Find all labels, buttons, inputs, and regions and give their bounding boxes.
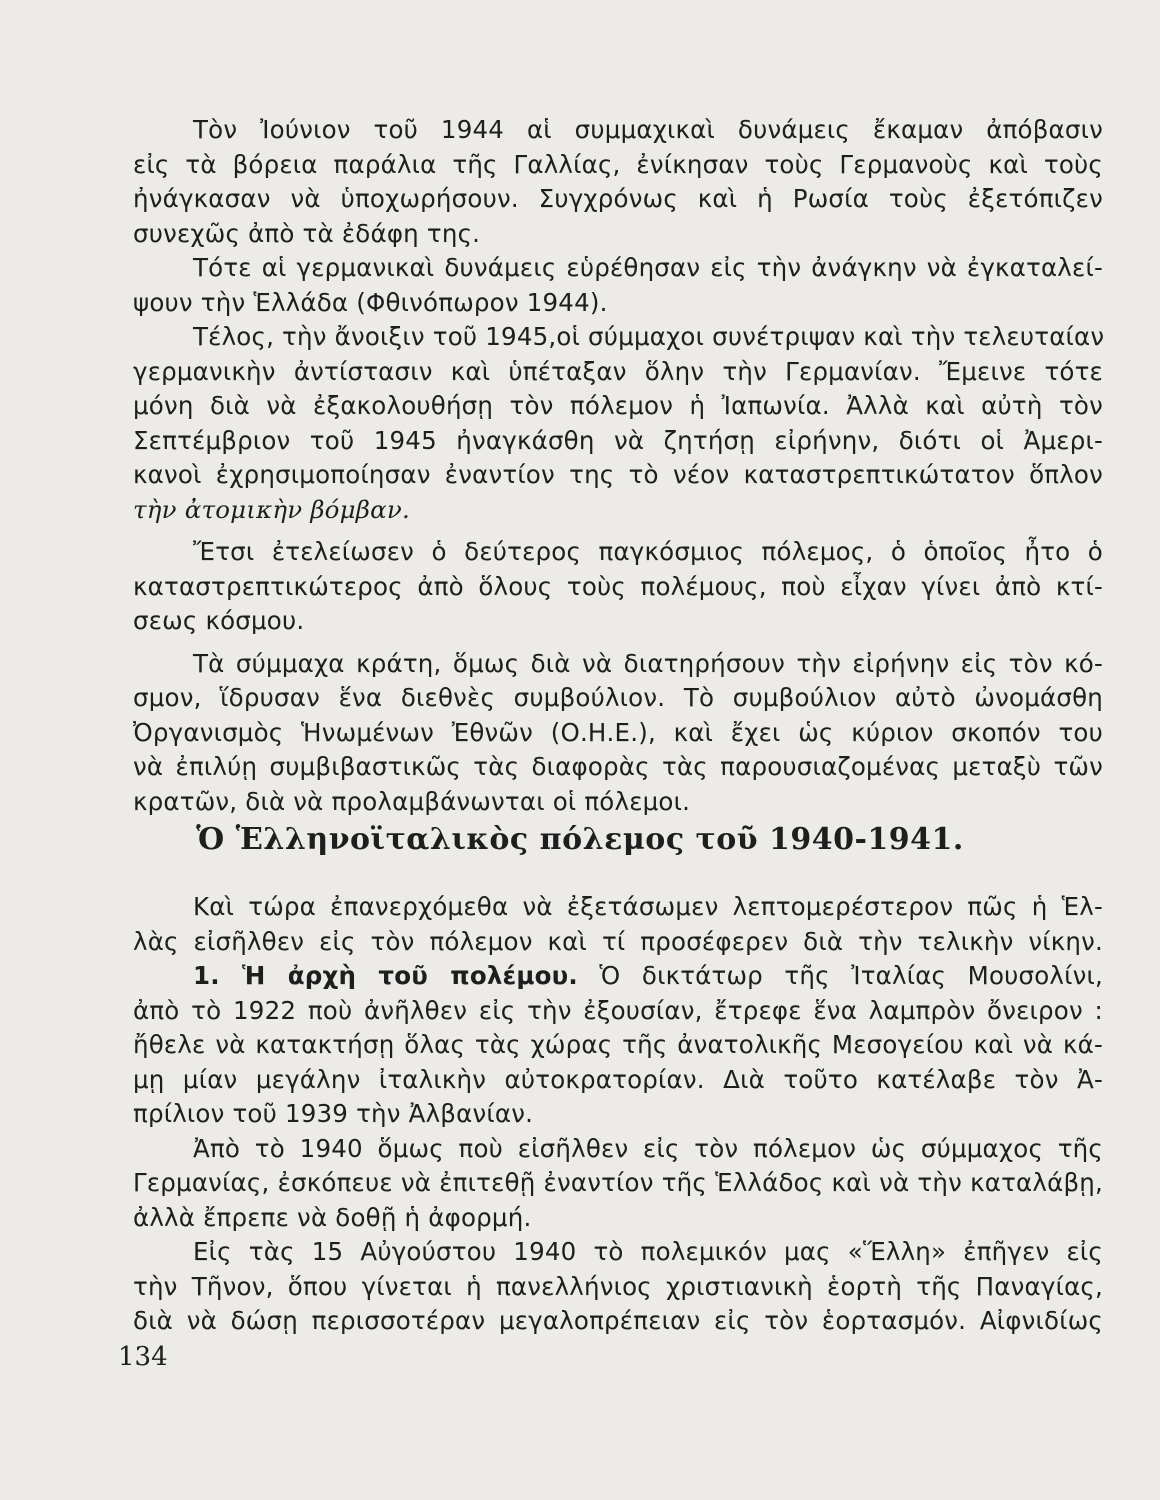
text-line: μῃ μίαν μεγάλην ἰταλικὴν αὐτοκρατορίαν. Διὰ τοῦτο κατέλαβε τὸν Ἀ- bbox=[133, 1064, 1103, 1094]
text-line: ἤθελε νὰ κατακτήσῃ ὅλας τὰς χώρας τῆς ἀνατολικῆς Μεσογείου καὶ νὰ κά- bbox=[133, 1030, 1103, 1059]
text-line: λὰς εἰσῆλθεν εἰς τὸν πόλεμον καὶ τί προσέφερεν διὰ τὴν τελικὴν νίκην. bbox=[133, 926, 1103, 956]
text-line: Τὰ σύμμαχα κράτη, ὅμως διὰ νὰ διατηρήσουν τὴν εἰρήνην εἰς τὸν κό- bbox=[193, 648, 1103, 678]
text-line: Γερμανίας, ἐσκόπευε νὰ ἐπιτεθῇ ἐναντίον τῆς Ἑλλάδος καὶ νὰ τὴν καταλάβῃ, bbox=[133, 1168, 1103, 1197]
text-line: Σεπτέμβριον τοῦ 1945 ἠναγκάσθη νὰ ζητήσῃ εἰρήνην, διότι οἱ Ἀμερι- bbox=[133, 425, 1103, 455]
page-number: 134 bbox=[118, 1342, 168, 1372]
text-line: Ἀπὸ τὸ 1940 ὅμως ποὺ εἰσῆλθεν εἰς τὸν πόλεμον ὡς σύμμαχος τῆς bbox=[193, 1133, 1103, 1163]
section-heading: Ὁ Ἑλληνοϊταλικὸς πόλεμος τοῦ 1940-1941. bbox=[196, 822, 964, 857]
text-line: κανοὶ ἐχρησιμοποίησαν ἐναντίον της τὸ νέον καταστρεπτικώτατον ὅπλον bbox=[133, 460, 1103, 489]
text-line: συνεχῶς ἀπὸ τὰ ἐδάφη της. bbox=[133, 218, 481, 248]
text-block-top bbox=[133, 113, 1103, 819]
text-line: Τέλος, τὴν ἄνοιξιν τοῦ 1945,οἱ σύμμαχοι συνέτριψαν καὶ τὴν τελευταίαν bbox=[193, 322, 1105, 351]
text-line-rest: Ὁ δικτάτωρ τῆς Ἰταλίας Μουσολίνι, bbox=[599, 961, 1103, 990]
text-line: ἠνάγκασαν νὰ ὑποχωρήσουν. Συγχρόνως καὶ ἡ Ρωσία τοὺς ἐξετόπιζεν bbox=[133, 184, 1103, 213]
text-line: ἀπὸ τὸ 1922 ποὺ ἀνῆλθεν εἰς τὴν ἐξουσίαν, ἔτρεφε ἕνα λαμπρὸν ὄνειρον : bbox=[133, 995, 1103, 1025]
text-block-bottom bbox=[133, 890, 1103, 1339]
text-line: ψουν τὴν Ἑλλάδα (Φθινόπωρον 1944). bbox=[133, 287, 608, 317]
text-line: καταστρεπτικώτερος ἀπὸ ὅλους τοὺς πολέμους, ποὺ εἶχαν γίνει ἀπὸ κτί- bbox=[133, 571, 1103, 601]
text-line: Εἰς τὰς 15 Αὐγούστου 1940 τὸ πολεμικόν μας «Ἕλλη» ἐπῆγεν εἰς bbox=[193, 1237, 1103, 1266]
text-line: διὰ νὰ δώσῃ περισσοτέραν μεγαλοπρέπειαν εἰς τὸν ἑορτασμόν. Αἰφνιδίως bbox=[133, 1306, 1103, 1335]
text-line: μόνη διὰ νὰ ἐξακολουθήσῃ τὸν πόλεμον ἡ Ἰαπωνία. Ἀλλὰ καὶ αὐτὴ τὸν bbox=[133, 391, 1103, 420]
text-line: Καὶ τώρα ἐπανερχόμεθα νὰ ἐξετάσωμεν λεπτομερέστερον πῶς ἡ Ἑλ- bbox=[193, 892, 1103, 921]
text-line: σμον, ἵδρυσαν ἕνα διεθνὲς συμβούλιον. Τὸ συμβούλιον αὐτὸ ὠνομάσθη bbox=[133, 683, 1103, 712]
text-line: γερμανικὴν ἀντίστασιν καὶ ὑπέταξαν ὅλην τὴν Γερμανίαν. Ἔμεινε τότε bbox=[133, 356, 1103, 386]
text-line: νὰ ἐπιλύῃ συμβιβαστικῶς τὰς διαφορὰς τὰς παρουσιαζομένας μεταξὺ τῶν bbox=[133, 752, 1103, 781]
text-line: κρατῶν, διὰ νὰ προλαμβάνωνται οἱ πόλεμοι. bbox=[133, 786, 691, 816]
text-line bbox=[133, 959, 1103, 994]
text-line: Τότε αἱ γερμανικαὶ δυνάμεις εὑρέθησαν εἰς τὴν ἀνάγκην νὰ ἐγκαταλεί- bbox=[193, 253, 1103, 282]
text-line: πρίλιον τοῦ 1939 τὴν Ἀλβανίαν. bbox=[133, 1099, 534, 1128]
text-line: Ὀργανισμὸς Ἡνωμένων Ἐθνῶν (Ο.Η.Ε.), καὶ ἔχει ὡς κύριον σκοπόν του bbox=[133, 717, 1103, 747]
text-line: τὴν Τῆνον, ὅπου γίνεται ἡ πανελλήνιος χριστιανικὴ ἑορτὴ τῆς Παναγίας, bbox=[133, 1271, 1103, 1301]
text-line: σεως κόσμου. bbox=[133, 606, 305, 635]
text-line: εἰς τὰ βόρεια παράλια τῆς Γαλλίας, ἐνίκησαν τοὺς Γερμανοὺς καὶ τοὺς bbox=[133, 149, 1103, 179]
text-line: Ἔτσι ἐτελείωσεν ὁ δεύτερος παγκόσμιος πόλεμος, ὁ ὁποῖος ἦτο ὁ bbox=[193, 537, 1103, 566]
text-line: Τὸν Ἰούνιον τοῦ 1944 αἱ συμμαχικαὶ δυνάμεις ἔκαμαν ἀπόβασιν bbox=[193, 115, 1103, 144]
subsection-title: 1. Ἡ ἀρχὴ τοῦ πολέμου. bbox=[193, 961, 578, 990]
text-line: τὴν ἀτομικὴν βόμβαν. bbox=[133, 494, 410, 524]
text-line: ἀλλὰ ἔπρεπε νὰ δοθῇ ἡ ἀφορμή. bbox=[133, 1202, 532, 1232]
